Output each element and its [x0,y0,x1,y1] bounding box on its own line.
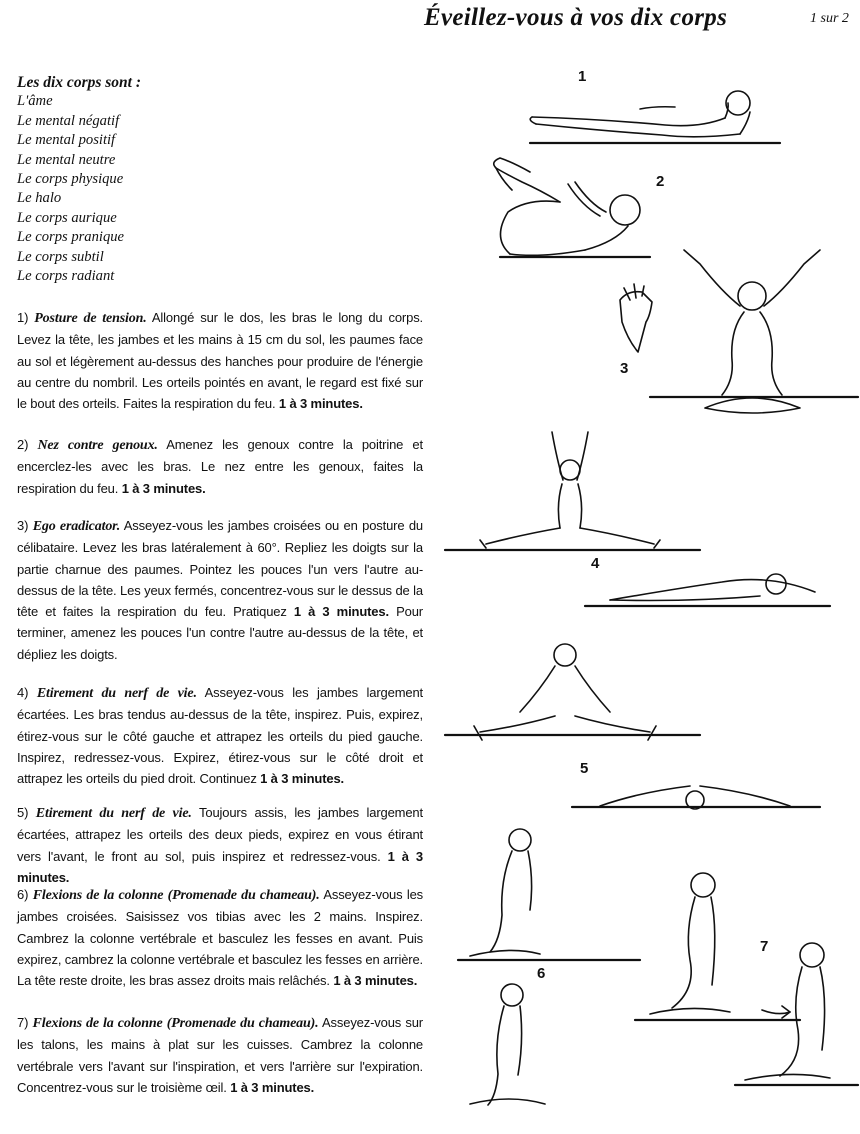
body-item: Le corps physique [17,171,124,188]
exercise-duration: 1 à 3 minutes. [260,771,345,787]
exercise-number: 7) [17,1015,29,1030]
figure-7-illustration [635,873,858,1085]
exercise-name: Etirement du nerf de vie. [35,806,192,821]
exercise-name: Flexions de la colonne (Promenade du chameau). [32,888,320,903]
exercise-duration: 1 à 3 minutes. [17,848,423,885]
exercise-name: Flexions de la colonne (Promenade du chameau). [32,1016,319,1031]
exercise-name: Posture de tension. [34,311,147,326]
exercise-text: Toujours assis, les jambes largement écartées, attrapez les orteils des deux pieds, expirez en vous étirant vers l'avant, le front au sol, puis inspirez et redressez-vous. [17,805,423,864]
figure-6-illustration [458,829,640,1105]
page-title: Éveillez-vous à vos dix corps [424,4,728,31]
figure-number-3: 3 [620,360,629,377]
exercise-text: Asseyez-vous les jambes croisées. Saisissez vos tibias avec les 2 mains. Inspirez. Cambrez la colonne vertébrale et basculez les fesses en avant. Puis expirez, cambrez la colonne vertébrale et basculez les fesses en arrière. La tête reste droite, les bras assez droits mais relâchés. [17,887,424,989]
exercise-number: 1) [17,310,29,325]
figure-number-2: 2 [656,173,665,190]
figure-number-1: 1 [578,68,587,85]
body-item: Le mental négatif [17,112,120,129]
exercise-text: Asseyez-vous les jambes croisées ou en posture du célibataire. Levez les bras latéralement à 60°. Repliez les doigts sur la partie charnue des paumes. Pointez les pouces l'un vers l'autre au-dessus de la tête. Les yeux fermés, concentrez-vous sur le dessus de la tête et faites la respiration du feu. Pratiquez [17,518,424,620]
figure-number-4: 4 [591,555,600,572]
bodies-heading: Les dix corps sont : [17,74,141,91]
exercise-number: 3) [17,518,29,533]
exercise-text: Allongé sur le dos, les bras le long du corps. Levez la tête, les jambes et les mains à 15 cm du sol, les paumes face au sol et légèrement au-dessus des hanches pour produire de l'énergie au centre du nombril. Les orteils pointés en avant, le regard est fixé sur le bout des orteils. Faites la respiration du feu. [17,310,423,412]
exercise-name: Nez contre genoux. [37,438,158,453]
figure-2-illustration [494,158,650,257]
figure-number-7: 7 [760,938,769,955]
body-item: Le corps subtil [17,248,104,265]
exercise-duration: 1 à 3 minutes. [293,604,389,620]
exercise-duration: 1 à 3 minutes. [230,1079,315,1095]
figure-1-illustration [530,91,780,143]
figure-number-6: 6 [537,965,546,982]
body-item: Le mental positif [17,132,116,149]
body-item: Le corps aurique [17,209,117,226]
exercise-text-after: Pour terminer, amenez les pouces l'un contre l'autre au-dessus de la tête, et dépliez les doigts. [17,604,423,662]
body-item: Le halo [17,190,62,207]
exercise-duration: 1 à 3 minutes. [278,396,363,412]
page-number: 1 sur 2 [810,11,849,26]
body-item: Le corps radiant [17,268,115,285]
exercise-duration: 1 à 3 minutes. [121,480,206,496]
exercise-text: Amenez les genoux contre la poitrine et encerclez-les avec les bras. Le nez entre les genoux, faites la respiration du feu. [17,437,423,496]
figure-number-5: 5 [580,760,589,777]
exercise-text: Asseyez-vous les jambes largement écartées. Les bras tendus au-dessus de la tête, inspirez. Puis, expirez, étirez-vous sur le côté gauche et attrapez les orteils du pied gauche. Inspirez, redressez-vous. Expirez, étirez-vous sur le côté droit et attrapez les orteils du pied droit. Continuez [17,685,424,787]
exercise-duration: 1 à 3 minutes. [333,973,418,989]
exercise-name: Etirement du nerf de vie. [36,686,197,701]
figure-3-illustration [620,250,858,413]
body-item: L'âme [17,93,53,110]
exercise-number: 4) [17,685,29,700]
exercise-number: 2) [17,437,29,452]
exercise-number: 6) [17,887,29,902]
exercise-text: Asseyez-vous sur les talons, les mains à plat sur les cuisses. Cambrez la colonne vertébrale vers l'avant sur l'inspiration, et vers l'arrière sur l'expiration. Concentrez-vous sur le troisième œil. [17,1015,423,1095]
figure-5-illustration [445,644,820,809]
body-item: Le mental neutre [17,151,116,168]
figure-4-illustration [445,432,830,606]
body-item: Le corps pranique [17,229,125,246]
exercise-number: 5) [17,805,29,820]
exercise-name: Ego eradicator. [32,519,121,534]
